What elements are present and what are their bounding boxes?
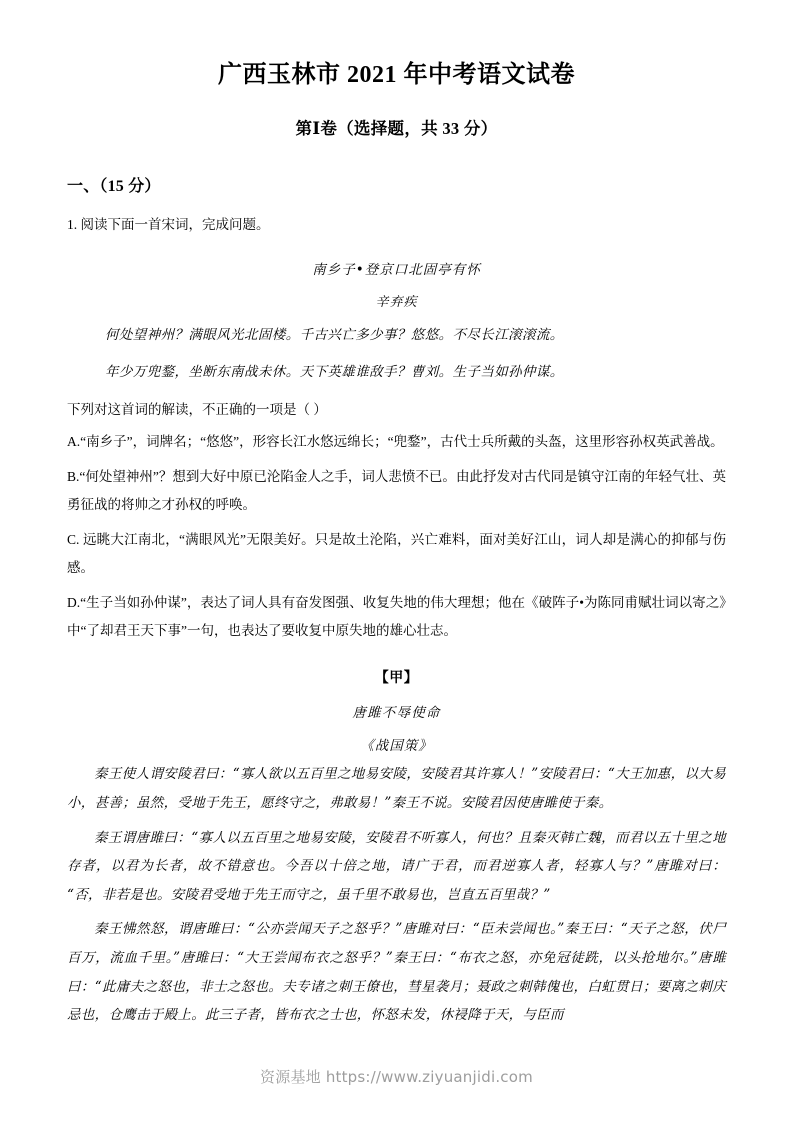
poem-line: 年少万兜鍪，坐断东南战未休。天下英雄谁敌手？曹刘。生子当如孙仲谋。 [105, 363, 564, 380]
passage-paragraph: 秦王怫然怒，谓唐雎曰：“公亦尝闻天子之怒乎？”唐雎对曰：“臣未尝闻也。”秦王曰：“天子之怒，伏尸百万，流血千里。”唐雎曰：“大王尝闻布衣之怒乎？”秦王曰：“布衣之怒，亦免冠徒跣，以头抢地尔。”唐雎曰：“此庸夫之怒也，非士之怒也。夫专诸之刺王僚也，彗星袭月；聂政之刺韩傀也，白虹贯日；要离之刺庆忌也，仓鹰击于殿上。此三子者，皆布衣之士也，怀怒未发，休祲降于天，与臣而 [67, 921, 726, 1024]
passage-jia-title: 唐雎不辱使命 [352, 705, 441, 722]
option-a[interactable]: A.“南乡子”，词牌名；“悠悠”，形容长江水悠远绵长；“兜鍪”，古代士兵所戴的头盔，这里形容孙权英武善战。 [67, 433, 724, 449]
option-b[interactable]: B.“何处望神州”？想到大好中原已沦陷金人之手，词人悲愤不已。由此抒发对古代同是镇守江南的年轻气壮、英勇征战的将帅之才孙权的呼唤。 [67, 468, 726, 513]
section-heading-one: 一、（15 分） [67, 178, 161, 196]
option-d[interactable]: D.“生子当如孙仲谋”，表达了词人具有奋发图强、收复失地的伟大理想；他在《破阵子•为陈同甫赋壮词以寄之》中“了却君王天下事”一句，也表达了要收复中原失地的雄心壮志。 [67, 595, 726, 639]
site-watermark: 资源基地 https://www.ziyuanjidi.com [260, 1068, 533, 1086]
passage-paragraph: 秦王谓唐雎曰：“寡人以五百里之地易安陵，安陵君不听寡人，何也？且秦灭韩亡魏，而君以五十里之地存者，以君为长者，故不错意也。今吾以十倍之地，请广于君，而君逆寡人者，轻寡人与？”唐雎对曰：“否，非若是也。安陵君受地于先王而守之，虽千里不敢易也，岂直五百里哉？” [67, 829, 726, 903]
paper-part-label: 第Ⅰ卷（选择题，共 33 分） [295, 119, 498, 139]
passage-jia-source: 《战国策》 [360, 738, 433, 755]
passage-paragraph: 秦王使人谓安陵君曰：“寡人欲以五百里之地易安陵，安陵君其许寡人！”安陵君曰：“大王加惠，以大易小，甚善；虽然，受地于先王，愿终守之，弗敢易！”秦王不说。安陵君因使唐雎使于秦。 [67, 766, 726, 812]
passage-jia-bracket-label: 【甲】 [374, 671, 419, 687]
poem-line: 何处望神州？满眼风光北固楼。千古兴亡多少事？悠悠。不尽长江滚滚流。 [105, 327, 564, 344]
poem-author: 辛弃疾 [375, 295, 418, 311]
option-c[interactable]: C. 远眺大江南北，“满眼风光”无限美好。只是故土沦陷，兴亡难料，面对美好江山，词人却是满心的抑郁与伤感。 [67, 532, 726, 576]
question-1-stem: 1. 阅读下面一首宋词，完成问题。 [67, 217, 270, 233]
poem-title: 南乡子•登京口北固亭有怀 [312, 262, 481, 279]
question-1-prompt: 下列对这首词的解读，不正确的一项是（ ） [67, 402, 327, 418]
page-title: 广西玉林市 2021 年中考语文试卷 [218, 62, 575, 88]
